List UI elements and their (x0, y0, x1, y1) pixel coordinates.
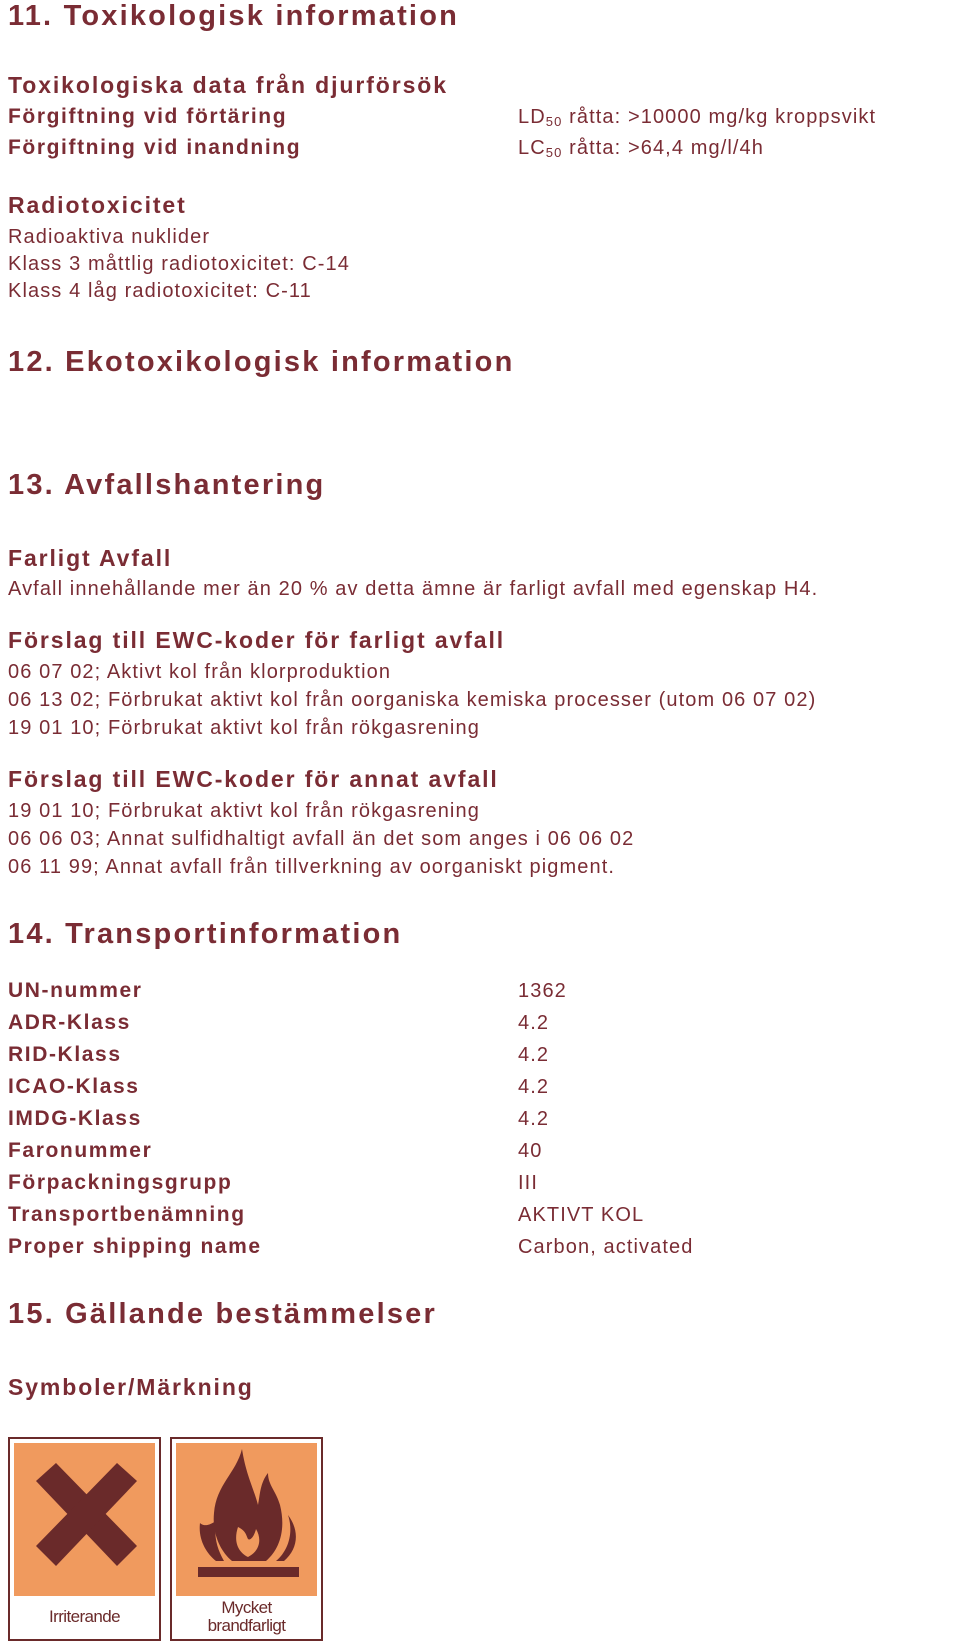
radio-line: Radioaktiva nuklider (8, 226, 211, 248)
section-15-heading: 15. Gällande bestämmelser (8, 1298, 437, 1330)
pictogram-caption: Mycket brandfarligt (207, 1598, 286, 1635)
ewc-code-line: 19 01 10; Förbrukat aktivt kol från rökgasrening (8, 800, 480, 822)
section-14-heading: 14. Transportinformation (8, 918, 403, 950)
pictogram-background (14, 1443, 155, 1596)
transport-value: 4.2 (518, 1044, 550, 1066)
ewc-code-line: 06 07 02; Aktivt kol från klorproduktion (8, 661, 392, 683)
transport-label: Transportbenämning (8, 1203, 246, 1226)
flammable-pictogram (170, 1437, 323, 1641)
cross-icon (14, 1443, 159, 1596)
radio-line: Klass 4 låg radiotoxicitet: C-11 (8, 280, 312, 302)
ewc-hazardous-heading: Förslag till EWC-koder för farligt avfall (8, 627, 506, 653)
transport-value: 1362 (518, 980, 567, 1002)
transport-value: 40 (518, 1140, 543, 1162)
transport-value: III (518, 1172, 538, 1194)
ingestion-value: $LD_{50}$ råtta: >10000 mg/kg kroppsvikt (518, 106, 877, 129)
transport-value: AKTIVT KOL (518, 1204, 645, 1226)
hazardous-waste-text: Avfall innehållande mer än 20 % av detta ämne är farligt avfall med egenskap H4. (8, 578, 819, 600)
radiotoxicity-heading: Radiotoxicitet (8, 192, 187, 218)
hazardous-waste-heading: Farligt Avfall (8, 545, 173, 571)
ingestion-label: Förgiftning vid förtäring (8, 105, 288, 128)
transport-value: 4.2 (518, 1076, 550, 1098)
transport-label: ADR-Klass (8, 1011, 131, 1034)
ewc-code-line: 06 13 02; Förbrukat aktivt kol från oorganiska kemiska processer (utom 06 07 02) (8, 689, 817, 711)
ewc-code-line: 19 01 10; Förbrukat aktivt kol från rökgasrening (8, 717, 480, 739)
section-13-heading: 13. Avfallshantering (8, 469, 326, 501)
transport-label: UN-nummer (8, 979, 143, 1002)
pictogram-caption: Irriterande (49, 1607, 120, 1626)
transport-label: Faronummer (8, 1139, 153, 1162)
transport-label: Proper shipping name (8, 1235, 262, 1258)
transport-value: 4.2 (518, 1012, 550, 1034)
symbols-heading: Symboler/Märkning (8, 1374, 254, 1400)
ewc-other-heading: Förslag till EWC-koder för annat avfall (8, 766, 499, 792)
transport-label: Förpackningsgrupp (8, 1171, 233, 1194)
section-12-heading: 12. Ekotoxikologisk information (8, 346, 515, 378)
section-11-heading: 11. Toxikologisk information (8, 0, 460, 32)
radio-line: Klass 3 måttlig radiotoxicitet: C-14 (8, 253, 350, 275)
transport-value: 4.2 (518, 1108, 550, 1130)
pictogram-background (176, 1443, 317, 1596)
ewc-code-line: 06 06 03; Annat sulfidhaltigt avfall än det som anges i 06 06 02 (8, 828, 635, 850)
inhalation-value: $LC_{50}$ råtta: >64,4 mg/l/4h (518, 137, 764, 160)
ewc-code-line: 06 11 99; Annat avfall från tillverkning av oorganiskt pigment. (8, 856, 616, 878)
flame-icon (176, 1443, 321, 1596)
inhalation-label: Förgiftning vid inandning (8, 136, 302, 159)
animal-data-heading: Toxikologiska data från djurförsök (8, 72, 448, 98)
transport-label: IMDG-Klass (8, 1107, 142, 1130)
transport-value: Carbon, activated (518, 1236, 694, 1258)
transport-label: ICAO-Klass (8, 1075, 140, 1098)
irritant-pictogram (8, 1437, 161, 1641)
transport-label: RID-Klass (8, 1043, 122, 1066)
